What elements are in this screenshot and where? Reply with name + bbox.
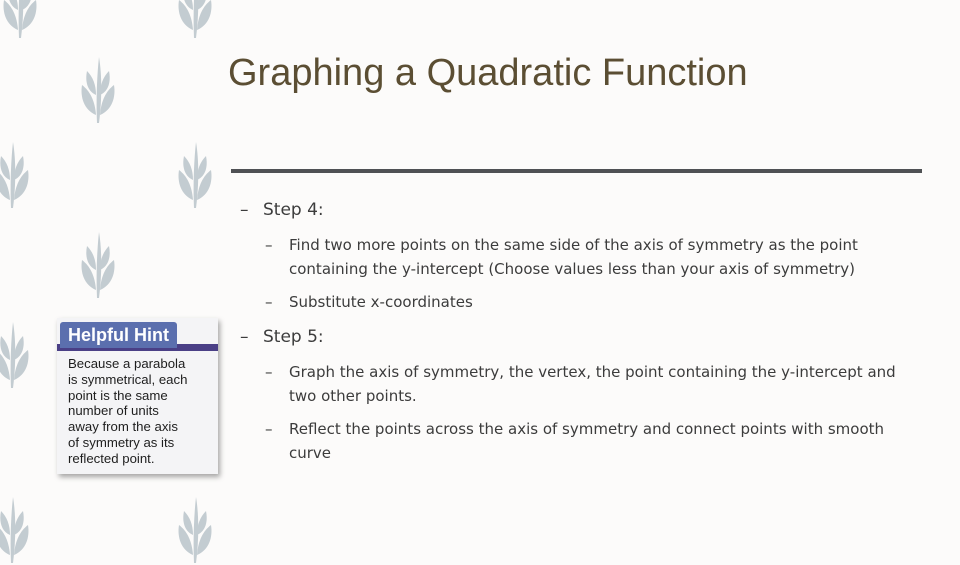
slide-title: Graphing a Quadratic Function — [228, 52, 748, 94]
hint-line: Because a parabola — [68, 356, 186, 371]
sub-bullet-text: Reflect the points across the axis of symmetry and connect points with smooth curve — [289, 420, 885, 462]
hint-line: reflected point. — [68, 450, 155, 466]
hint-line: point is the same — [68, 387, 168, 403]
bullet-dash: – — [240, 200, 249, 220]
hint-line: number of units — [68, 403, 159, 419]
bullet-dash: – — [265, 420, 273, 438]
helpful-hint-box — [57, 318, 218, 474]
hint-line: is symmetrical, each — [68, 371, 188, 387]
hint-heading: Helpful Hint — [60, 322, 177, 348]
sub-bullet — [265, 290, 915, 314]
sub-bullet-text: Graph the axis of symmetry, the vertex, the point containing the y-intercept and two other points. — [289, 363, 896, 405]
hint-line: away from the axis — [68, 419, 178, 435]
bullet-dash: – — [265, 363, 273, 381]
bullet-label: Step 5: — [263, 327, 324, 347]
hint-header — [57, 322, 218, 350]
sub-bullet — [265, 360, 915, 408]
sub-bullet — [265, 417, 915, 465]
hint-line: of symmetry as its — [68, 434, 175, 450]
bullet-dash: – — [265, 293, 273, 311]
bullet-label: Step 4: — [263, 200, 324, 220]
sub-bullet-text: Substitute x-coordinates — [289, 293, 473, 311]
bullet-dash: – — [240, 327, 249, 347]
hint-body — [68, 356, 208, 467]
sub-bullet — [265, 233, 915, 281]
bullet-dash: – — [265, 236, 273, 254]
sub-bullet-text: Find two more points on the same side of the axis of symmetry as the point containing the y-intercept (Choose values less than your axis of symmetry) — [289, 236, 858, 278]
